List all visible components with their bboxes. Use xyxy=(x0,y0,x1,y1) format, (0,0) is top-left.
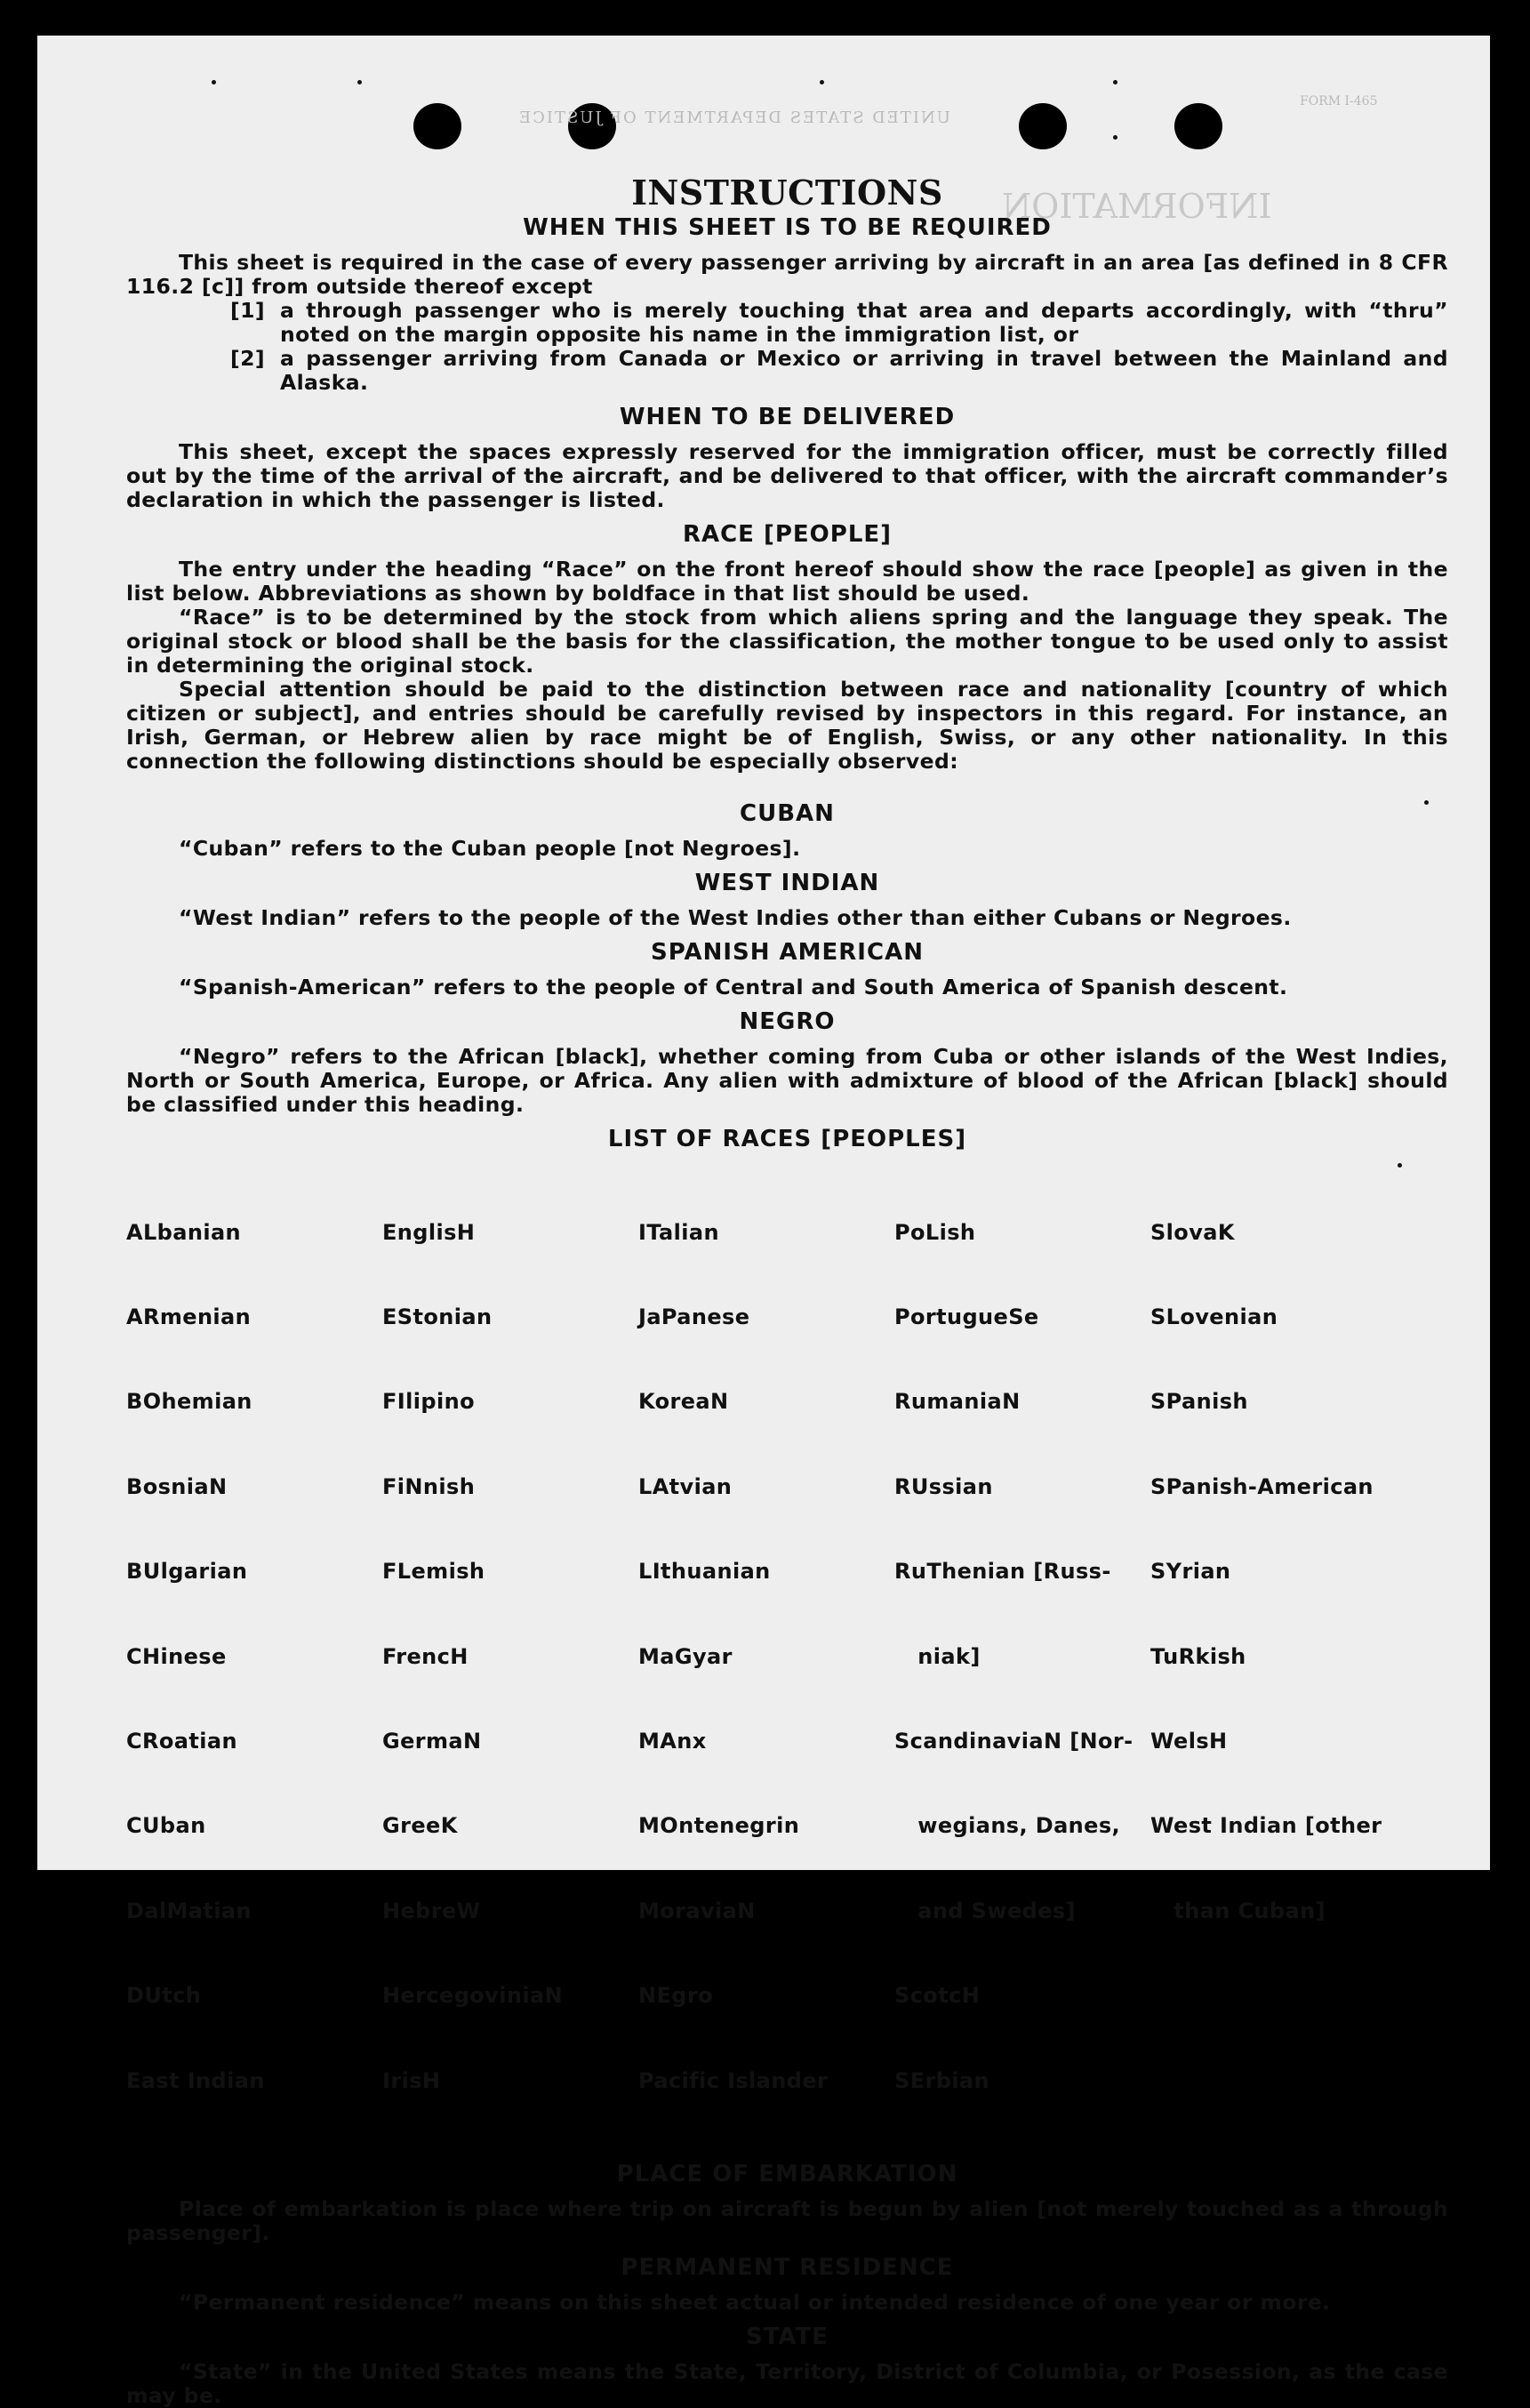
race-item: FLemish xyxy=(382,1559,485,1585)
race-item: Pacific Islander xyxy=(638,2067,829,2093)
heading-residence: PERMANENT RESIDENCE xyxy=(621,2253,954,2281)
race-item: HebreW xyxy=(382,1898,481,1923)
race-paragraph: Special attention should be paid to the distinction between race and nationality [country of which citizen or subject], and entries should be carefully revised by inspectors in this regard. For instance, an Irish, German, or Hebrew alien by race might be of English, Swiss, or any other nationality. In this connection the following distinctions should be especially observed: xyxy=(126,677,1448,774)
embarkation-text: Place of embarkation is place where trip on aircraft is begun by alien [not merely touched as a through passenger]. xyxy=(126,2195,1448,2245)
race-item: SPanish xyxy=(1150,1389,1248,1415)
race-item: LIthuanian xyxy=(638,1559,771,1585)
speck xyxy=(1113,135,1117,140)
heading-list-of-races: LIST OF RACES [PEOPLES] xyxy=(607,1126,967,1152)
speck xyxy=(820,80,824,84)
instructions-content xyxy=(126,173,1448,2408)
race-item: ScandinaviaN [Nor- xyxy=(894,1728,1133,1754)
race-item: HercegoviniaN xyxy=(382,1983,564,2009)
race-item: EStonian xyxy=(382,1304,493,1329)
race-item: DalMatian xyxy=(126,1898,252,1923)
race-item: East Indian xyxy=(126,2067,265,2093)
punch-hole xyxy=(1019,103,1067,149)
heading-cuban: CUBAN xyxy=(740,800,835,827)
race-item: GermaN xyxy=(382,1728,482,1754)
list-item-text: a passenger arriving from Canada or Mexico or arriving in travel between the Mainland and Alaska. xyxy=(280,346,1448,395)
residence-text: “Permanent residence” means on this sheet actual or intended residence of one year or more. xyxy=(179,2289,1331,2315)
race-item: KoreaN xyxy=(638,1389,729,1415)
races-column xyxy=(894,1162,1150,2152)
speck xyxy=(357,80,362,84)
race-item: LAtvian xyxy=(638,1473,733,1499)
race-item: GreeK xyxy=(382,1813,458,1839)
race-item: SErbian xyxy=(894,2067,990,2093)
race-item: FiNnish xyxy=(382,1473,476,1499)
list-item-number: [1] xyxy=(230,298,266,323)
race-item: and Swedes] xyxy=(894,1898,1076,1923)
ghost-agency: UNITED STATES DEPARTMENT OF JUSTICE xyxy=(517,108,950,127)
punch-hole xyxy=(1174,103,1222,149)
race-item: FIlipino xyxy=(382,1389,475,1415)
race-item: RumaniaN xyxy=(894,1389,1021,1415)
list-item-number: [2] xyxy=(230,346,266,371)
heading-negro: NEGRO xyxy=(739,1008,836,1035)
west-indian-text: “West Indian” refers to the people of the West Indies other than either Cubans or Negroes. xyxy=(179,905,1292,930)
race-item: than Cuban] xyxy=(1150,1898,1326,1923)
race-item: SLovenian xyxy=(1150,1304,1278,1329)
required-intro: This sheet is required in the case of every passenger arriving by aircraft in an area [as defined in 8 CFR 116.2 [c]] from outside thereof except xyxy=(126,250,1448,299)
races-column xyxy=(638,1162,894,2152)
race-item: DUtch xyxy=(126,1983,202,2009)
page-title: INSTRUCTIONS xyxy=(631,173,943,213)
race-item: ITalian xyxy=(638,1219,719,1245)
negro-text: “Negro” refers to the African [black], whether coming from Cuba or other islands of the West Indies, North or South America, Europe, or Africa. Any alien with admixture of blood of the African [black] should be classified under this heading. xyxy=(126,1044,1448,1117)
race-item: CRoatian xyxy=(126,1728,237,1754)
list-item xyxy=(230,347,1448,395)
race-item: RuThenian [Russ- xyxy=(894,1559,1111,1585)
race-item: WelsH xyxy=(1150,1728,1228,1754)
race-item: TuRkish xyxy=(1150,1643,1246,1669)
race-item: West Indian [other xyxy=(1150,1813,1382,1839)
race-item: BosniaN xyxy=(126,1473,228,1499)
race-item: MaGyar xyxy=(638,1643,733,1669)
race-item: SYrian xyxy=(1150,1559,1231,1585)
heading-required: WHEN THIS SHEET IS TO BE REQUIRED xyxy=(523,214,1052,241)
race-item: RUssian xyxy=(894,1473,993,1499)
heading-embarkation: PLACE OF EMBARKATION xyxy=(616,2160,958,2187)
race-item: ScotcH xyxy=(894,1983,981,2009)
race-paragraph: “Race” is to be determined by the stock from which aliens spring and the language they speak. The original stock or blood shall be the basis for the classification, the mother tongue to be used only to assist in determining the original stock. xyxy=(126,605,1448,678)
heading-spanish-american: SPANISH AMERICAN xyxy=(651,939,924,966)
race-item: NEgro xyxy=(638,1983,713,2009)
speck xyxy=(212,80,216,84)
delivered-text: This sheet, except the spaces expressly reserved for the immigration officer, must be correctly filled out by the time of the arrival of the aircraft, and be delivered to that officer, with the aircraft commander’s declaration in which the passenger is listed. xyxy=(126,439,1448,512)
race-item: JaPanese xyxy=(638,1304,750,1329)
punch-hole xyxy=(413,103,461,149)
race-item: FrencH xyxy=(382,1643,469,1669)
form-number: FORM I-465 xyxy=(1300,94,1378,108)
list-item xyxy=(230,299,1448,347)
race-item: PoLish xyxy=(894,1219,976,1245)
speck xyxy=(1113,80,1117,84)
race-item: ARmenian xyxy=(126,1304,252,1329)
document-sheet xyxy=(37,36,1490,2408)
races-list xyxy=(126,1162,1448,2152)
race-item: CHinese xyxy=(126,1643,227,1669)
race-item: IrisH xyxy=(382,2067,441,2093)
state-text: “State” in the United States means the State, Territory, District of Columbia, or Posession, as the case may be. xyxy=(126,2358,1448,2408)
race-item: MAnx xyxy=(638,1728,707,1754)
spanish-american-text: “Spanish-American” refers to the people of Central and South America of Spanish descent. xyxy=(179,975,1288,999)
race-item: BUlgarian xyxy=(126,1559,248,1585)
race-item: MOntenegrin xyxy=(638,1813,800,1839)
heading-delivered: WHEN TO BE DELIVERED xyxy=(619,404,956,430)
heading-state: STATE xyxy=(745,2323,829,2350)
race-item: wegians, Danes, xyxy=(894,1813,1121,1839)
race-item: PortugueSe xyxy=(894,1304,1039,1329)
race-paragraph: The entry under the heading “Race” on the front hereof should show the race [people] as given in the list below. Abbreviations as shown by boldface in that list should be used. xyxy=(126,557,1448,606)
races-column xyxy=(1150,1162,1448,2152)
races-column xyxy=(382,1162,638,2152)
race-item: niak] xyxy=(894,1643,981,1669)
list-item-text: a through passenger who is merely touching that area and departs accordingly, with “thru” noted on the margin opposite his name in the immigration list, or xyxy=(280,298,1448,347)
ghost-heading: INFORMATION xyxy=(1002,187,1272,226)
race-item: EnglisH xyxy=(382,1219,476,1245)
race-item: SPanish-American xyxy=(1150,1473,1374,1499)
cuban-text: “Cuban” refers to the Cuban people [not Negroes]. xyxy=(179,836,801,861)
race-item: SlovaK xyxy=(1150,1219,1235,1245)
race-item: CUban xyxy=(126,1813,206,1839)
races-column xyxy=(126,1162,382,2152)
heading-race: RACE [PEOPLE] xyxy=(682,521,893,548)
race-item: ALbanian xyxy=(126,1219,242,1245)
race-item: MoraviaN xyxy=(638,1898,756,1923)
race-item: BOhemian xyxy=(126,1389,252,1415)
heading-west-indian: WEST INDIAN xyxy=(694,870,880,896)
